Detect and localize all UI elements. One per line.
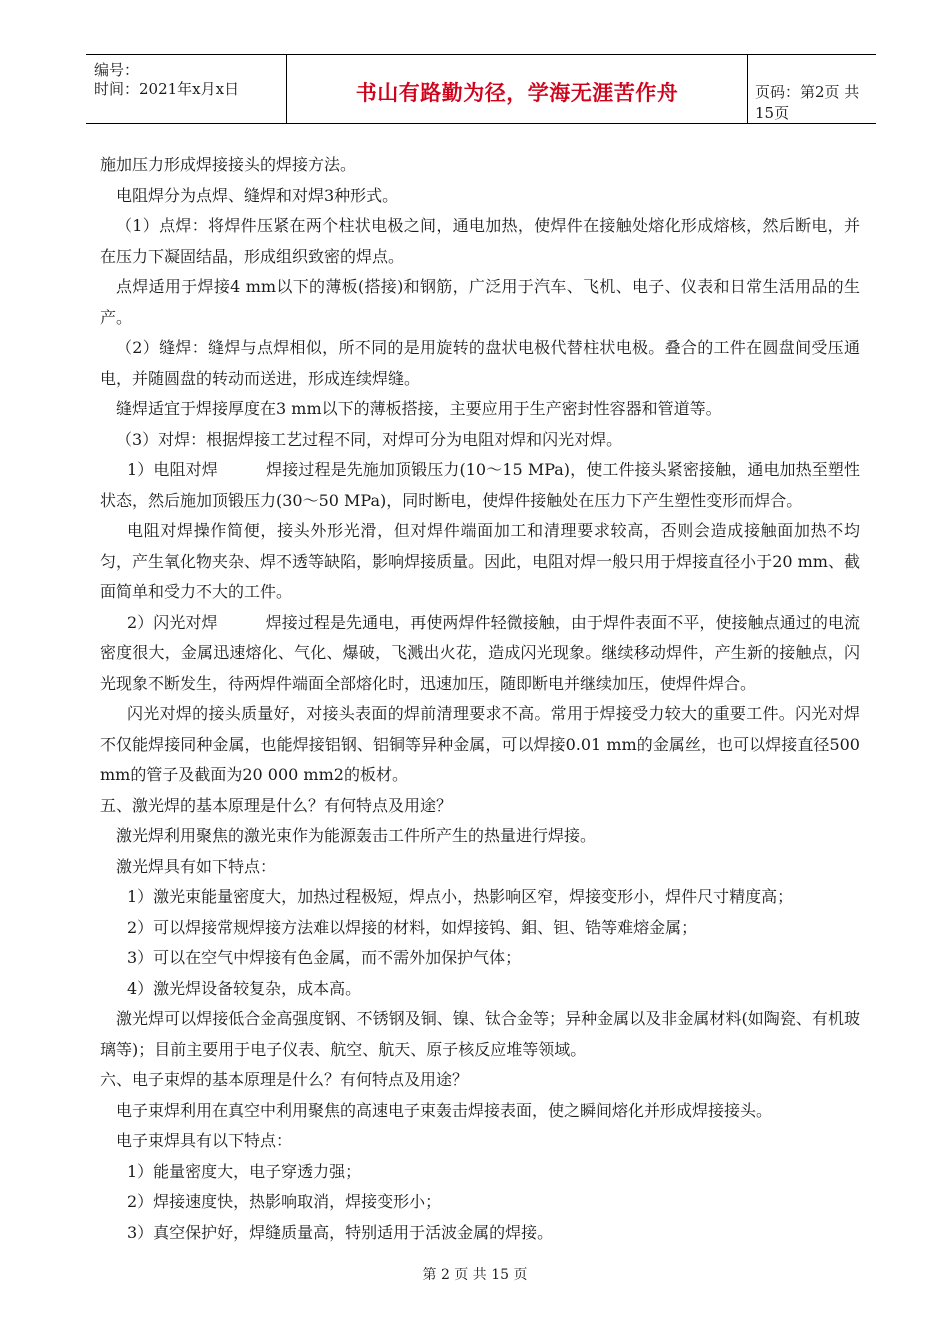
list-item: 1）激光束能量密度大，加热过程极短，焊点小，热影响区窄，焊接变形小，焊件尺寸精度高； — [127, 887, 794, 906]
paragraph: 1）电阻对焊 焊接过程是先施加顶锻压力(10～15 MPa)，使工件接头紧密接触，通电加热至塑性状态，然后施加顶锻压力(30～50 MPa)，同时断电，使焊件接触处在压力下产生塑性变形而焊合。 — [100, 460, 860, 510]
header-motto: 书山有路勤为径，学海无涯苦作舟 — [355, 80, 679, 105]
document-body — [100, 150, 860, 1248]
paragraph: 闪光对焊的接头质量好，对接头表面的焊前清理要求不高。常用于焊接受力较大的重要工件。闪光对焊不仅能焊接同种金属，也能焊接铝钢、铝铜等异种金属，可以焊接0.01 mm的金属丝，也可以焊接直径500 mm的管子及截面为20 000 mm2的板材。 — [100, 704, 860, 784]
paragraph: 点焊适用于焊接4 mm以下的薄板(搭接)和钢筋，广泛用于汽车、飞机、电子、仪表和日常生活用品的生产。 — [100, 277, 860, 327]
paragraph: 激光焊利用聚焦的激光束作为能源轰击工件所产生的热量进行焊接。 — [116, 826, 597, 845]
paragraph: （2）缝焊：缝焊与点焊相似，所不同的是用旋转的盘状电极代替柱状电极。叠合的工件在圆盘间受压通电，并随圆盘的转动而送进，形成连续焊缝。 — [100, 338, 860, 388]
paragraph: 施加压力形成焊接接头的焊接方法。 — [100, 155, 357, 174]
paragraph: 激光焊可以焊接低合金高强度钢、不锈钢及铜、镍、钛合金等；异种金属以及非金属材料(如陶瓷、有机玻璃等)；目前主要用于电子仪表、航空、航天、原子核反应堆等领域。 — [100, 1009, 860, 1059]
list-item: 2）可以焊接常规焊接方法难以焊接的材料，如焊接钨、鉬、钽、锆等难熔金属； — [127, 917, 698, 937]
header-page-info: 页码：第2页 共15页 — [755, 83, 860, 122]
paragraph: 激光焊具有如下特点： — [116, 856, 277, 876]
list-item: 2）焊接速度快，热影响取消，焊接变形小； — [127, 1192, 442, 1211]
paragraph: 2）闪光对焊 焊接过程是先通电，再使两焊件轻微接触，由于焊件表面不平，使接触点通过的电流密度很大，金属迅速熔化、气化、爆破，飞溅出火花，造成闪光现象。继续移动焊件，产生新的接触点，闪光现象不断发生，待两焊件端面全部熔化时，迅速加压，随即断电并继续加压，使焊件焊合。 — [100, 612, 860, 693]
page-header — [86, 54, 876, 124]
header-motto-cell — [286, 55, 748, 123]
paragraph: 缝焊适宜于焊接厚度在3 mm以下的薄板搭接，主要应用于生产密封性容器和管道等。 — [116, 399, 722, 418]
section-heading: 五、激光焊的基本原理是什么？有何特点及用途？ — [100, 795, 453, 815]
list-item: 4）激光焊设备较复杂，成本高。 — [127, 978, 362, 998]
section-heading: 六、电子束焊的基本原理是什么？有何特点及用途？ — [100, 1070, 469, 1089]
paragraph: 电阻焊分为点焊、缝焊和对焊3种形式。 — [116, 185, 399, 205]
paragraph: 电子束焊利用在真空中利用聚焦的高速电子束轰击焊接表面，使之瞬间熔化并形成焊接接头。 — [116, 1100, 773, 1120]
document-number-label: 编号： — [94, 61, 140, 79]
paragraph: （1）点焊：将焊件压紧在两个柱状电极之间，通电加热，使焊件在接触处熔化形成熔核，然后断电，并在压力下凝固结晶，形成组织致密的焊点。 — [100, 216, 860, 266]
paragraph: 电子束焊具有以下特点： — [116, 1131, 293, 1150]
list-item: 3）可以在空气中焊接有色金属，而不需外加保护气体； — [127, 948, 522, 967]
document-time-label: 时间：2021年x月x日 — [94, 80, 240, 98]
header-page-cell — [747, 55, 876, 123]
header-meta-cell — [86, 55, 286, 123]
list-item: 3）真空保护好，焊缝质量高，特别适用于活波金属的焊接。 — [127, 1222, 554, 1242]
paragraph: （3）对焊：根据焊接工艺过程不同，对焊可分为电阻对焊和闪光对焊。 — [116, 429, 623, 449]
list-item: 1）能量密度大，电子穿透力强； — [127, 1161, 362, 1181]
paragraph: 电阻对焊操作简便，接头外形光滑，但对焊件端面加工和清理要求较高，否则会造成接触面加热不均匀，产生氧化物夹杂、焊不透等缺陷，影响焊接质量。因此，电阻对焊一般只用于焊接直径小于20 mm、截面简单和受力不大的工件。 — [100, 521, 860, 601]
page-footer: 第 2 页 共 15 页 — [422, 1267, 528, 1283]
